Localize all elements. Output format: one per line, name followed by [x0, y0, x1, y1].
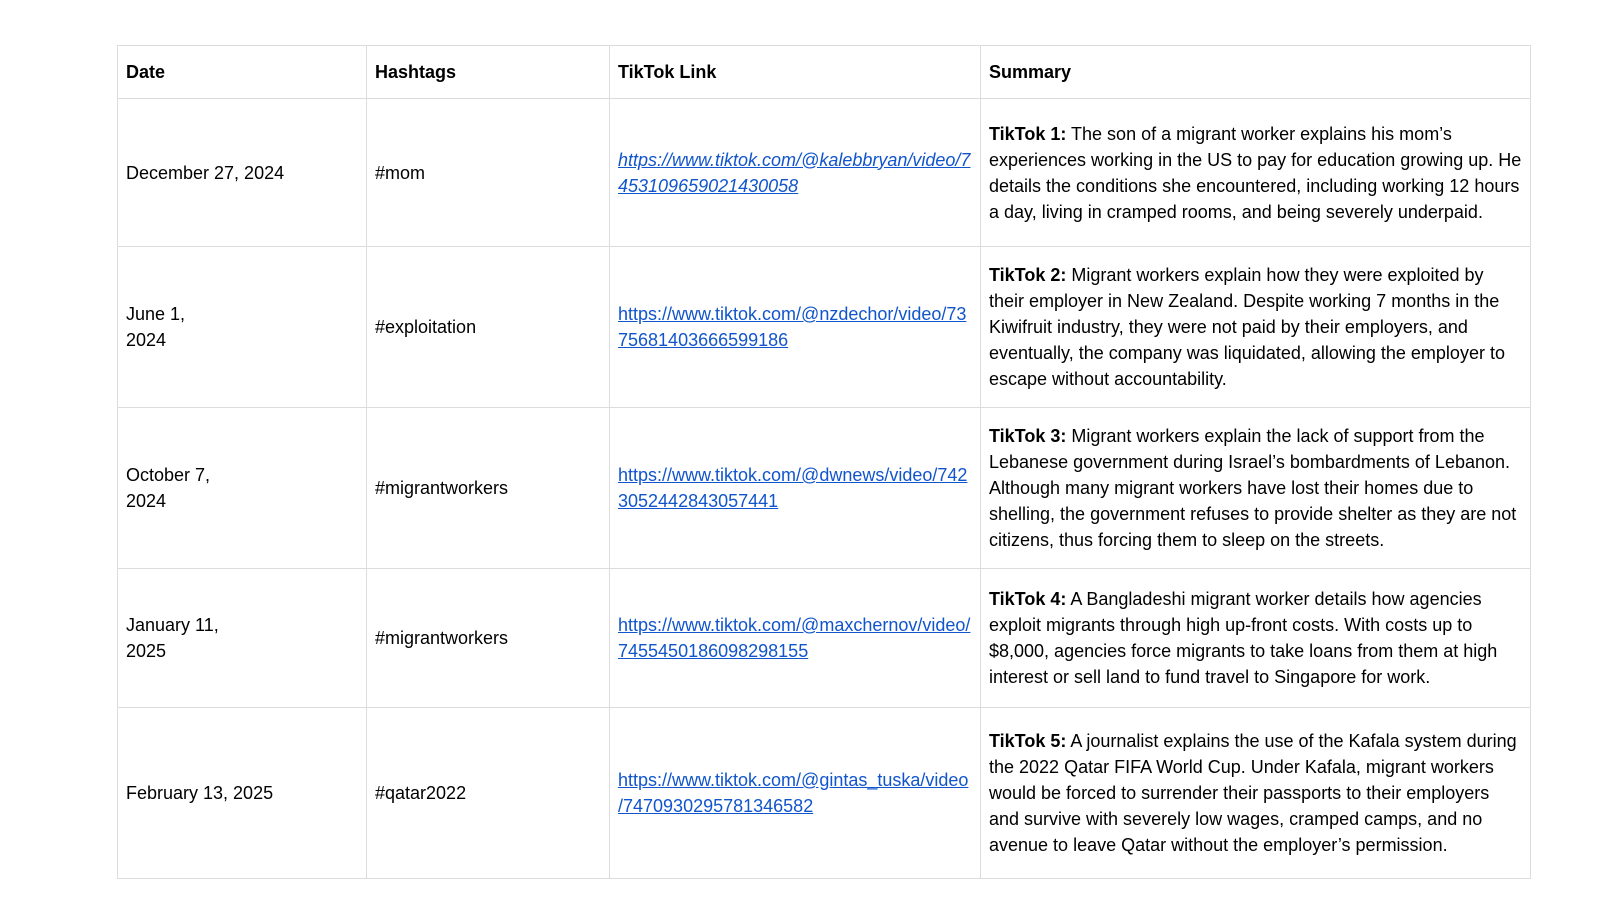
table-row — [118, 99, 1531, 247]
summary-label: TikTok 2: — [989, 265, 1067, 285]
summary-cell — [981, 99, 1531, 247]
summary-cell — [981, 708, 1531, 879]
tiktok-link[interactable]: https://www.tiktok.com/@kalebbryan/video/7453109659021430058 — [618, 149, 971, 196]
tiktok-link[interactable]: https://www.tiktok.com/@nzdechor/video/7375681403666599186 — [618, 304, 967, 350]
tiktok-summary-table — [117, 45, 1531, 879]
tiktok-link[interactable]: https://www.tiktok.com/@dwnews/video/7423052442843057441 — [618, 465, 968, 511]
table-row — [118, 408, 1531, 569]
date-cell — [118, 708, 367, 879]
summary-label: TikTok 4: — [989, 589, 1067, 609]
summary-cell — [981, 408, 1531, 569]
header-date: Date — [118, 46, 367, 99]
table-row — [118, 569, 1531, 708]
date-cell — [118, 408, 367, 569]
date-text: January 11, 2025 — [126, 615, 219, 661]
table-row — [118, 247, 1531, 408]
summary-text: Migrant workers explain the lack of support from the Lebanese government during Israel’s bombardments of Lebanon. Although many migrant workers have lost their homes due to shelling, the government refuses to provide shelter as they are not citizens, thus forcing them to sleep on the streets. — [989, 426, 1517, 550]
link-cell — [610, 247, 981, 408]
summary-label: TikTok 3: — [989, 426, 1067, 446]
summary-text: Migrant workers explain how they were exploited by their employer in New Zealand. Despite working 7 months in the Kiwifruit industry, they were not paid by their employers, and eventually, the company was liquidated, allowing the employer to escape without accountability. — [989, 265, 1505, 389]
hashtag-cell: #migrantworkers — [367, 408, 610, 569]
summary-label: TikTok 5: — [989, 731, 1067, 751]
tiktok-link[interactable]: https://www.tiktok.com/@maxchernov/video/7455450186098298155 — [618, 615, 971, 661]
date-text: February 13, 2025 — [126, 783, 274, 803]
hashtag-cell: #mom — [367, 99, 610, 247]
table-row — [118, 708, 1531, 879]
date-text: June 1, 2024 — [126, 304, 186, 350]
date-text: October 7, 2024 — [126, 465, 211, 511]
header-hashtags: Hashtags — [367, 46, 610, 99]
tiktok-link[interactable]: https://www.tiktok.com/@gintas_tuska/video/7470930295781346582 — [618, 770, 969, 816]
summary-text: A journalist explains the use of the Kafala system during the 2022 Qatar FIFA World Cup. Under Kafala, migrant workers would be forced to surrender their passports to their employers and survive with severely low wages, cramped camps, and no avenue to leave Qatar without the employer’s permission. — [989, 731, 1517, 855]
link-cell — [610, 408, 981, 569]
hashtag-cell: #migrantworkers — [367, 569, 610, 708]
link-cell — [610, 708, 981, 879]
summary-cell — [981, 247, 1531, 408]
hashtag-cell: #qatar2022 — [367, 708, 610, 879]
date-cell — [118, 569, 367, 708]
header-tiktok-link: TikTok Link — [610, 46, 981, 99]
date-text: December 27, 2024 — [126, 162, 285, 183]
header-row — [118, 46, 1531, 99]
summary-cell — [981, 569, 1531, 708]
link-cell — [610, 99, 981, 247]
date-cell — [118, 99, 367, 247]
date-cell — [118, 247, 367, 408]
summary-text: A Bangladeshi migrant worker details how agencies exploit migrants through high up-front costs. With costs up to $8,000, agencies force migrants to take loans from them at high interest or sell land to fund travel to Singapore for work. — [989, 589, 1498, 687]
hashtag-cell: #exploitation — [367, 247, 610, 408]
link-cell — [610, 569, 981, 708]
summary-text: The son of a migrant worker explains his mom’s experiences working in the US to pay for education growing up. He details the conditions she encountered, including working 12 hours a day, living in cramped rooms, and being severely underpaid. — [989, 123, 1522, 222]
summary-label: TikTok 1: — [989, 123, 1067, 144]
header-summary: Summary — [981, 46, 1531, 99]
